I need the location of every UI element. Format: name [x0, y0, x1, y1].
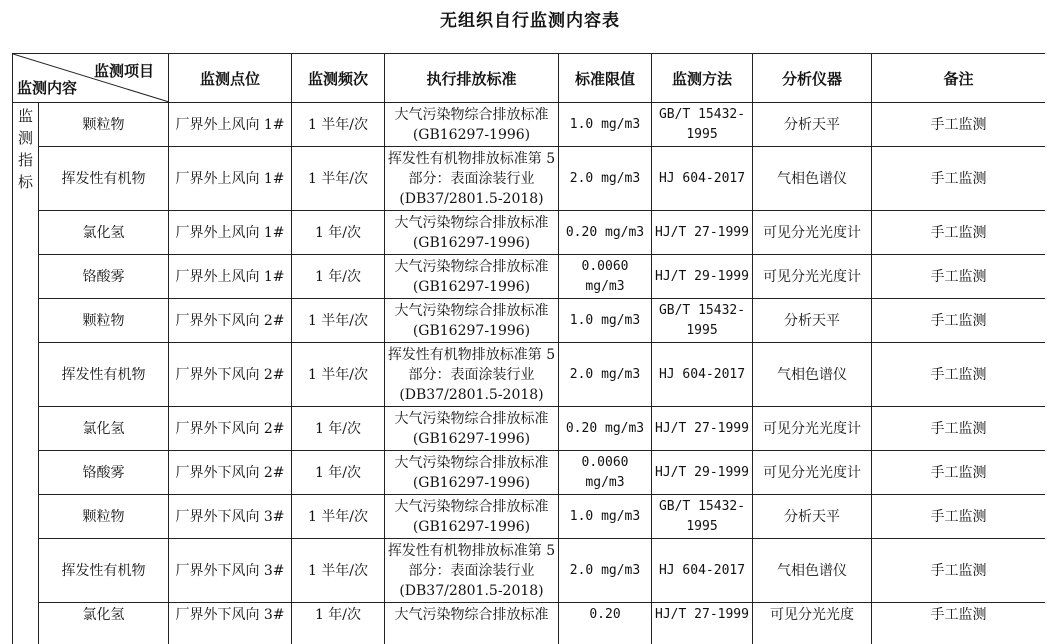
cell-method: GB/T 15432-1995	[652, 495, 753, 539]
cell-method: HJ/T 29-1999	[652, 451, 753, 495]
cell-instrument: 分析天平	[753, 103, 872, 147]
cell-standard: 大气污染物综合排放标准(GB16297-1996)	[385, 255, 559, 299]
column-header-method: 监测方法	[652, 54, 753, 103]
cell-item: 氯化氢	[39, 407, 169, 451]
cell-item: 挥发性有机物	[39, 343, 169, 407]
monitoring-table	[12, 53, 1045, 644]
cell-method: HJ/T 27-1999	[652, 211, 753, 255]
table-row	[13, 407, 1046, 451]
cell-instrument: 可见分光光度计	[753, 255, 872, 299]
cell-item: 颗粒物	[39, 103, 169, 147]
table-row	[13, 495, 1046, 539]
cell-instrument: 可见分光光度计	[753, 407, 872, 451]
cell-limit: 2.0 mg/m3	[559, 147, 652, 211]
corner-header-cell	[13, 54, 169, 103]
cell-remark: 手工监测	[872, 451, 1046, 495]
column-header-frequency: 监测频次	[292, 54, 385, 103]
cell-method: HJ 604-2017	[652, 539, 753, 603]
cell-point: 厂界外上风向 1#	[169, 103, 292, 147]
cell-point: 厂界外上风向 1#	[169, 211, 292, 255]
cell-remark: 手工监测	[872, 211, 1046, 255]
table-body	[13, 103, 1046, 644]
cell-limit: 1.0 mg/m3	[559, 103, 652, 147]
corner-label-item: 监测项目	[93, 62, 154, 80]
table-row	[13, 539, 1046, 603]
cell-limit: 0.20 mg/m3	[559, 211, 652, 255]
cell-frequency: 1 半年/次	[292, 147, 385, 211]
cell-standard: 大气污染物综合排放标准(GB16297-1996)	[385, 451, 559, 495]
cell-standard: 挥发性有机物排放标准第 5 部分：表面涂装行业(DB37/2801.5-2018)	[385, 343, 559, 407]
cell-item: 铬酸雾	[39, 255, 169, 299]
cell-frequency: 1 半年/次	[292, 299, 385, 343]
cell-item: 挥发性有机物	[39, 147, 169, 211]
cell-instrument: 气相色谱仪	[753, 343, 872, 407]
cell-standard: 大气污染物综合排放标准(GB16297-1996)	[385, 495, 559, 539]
table-row	[13, 211, 1046, 255]
cell-standard: 大气污染物综合排放标准(GB16297-1996)	[385, 407, 559, 451]
cell-method: GB/T 15432-1995	[652, 299, 753, 343]
column-header-limit: 标准限值	[559, 54, 652, 103]
cell-standard: 挥发性有机物排放标准第 5 部分：表面涂装行业(DB37/2801.5-2018)	[385, 539, 559, 603]
header-row	[13, 54, 1046, 103]
cell-standard: 大气污染物综合排放标准(GB16297-1996)	[385, 299, 559, 343]
corner-label-content: 监测内容	[17, 79, 78, 97]
column-header-instrument: 分析仪器	[753, 54, 872, 103]
cell-remark: 手工监测	[872, 147, 1046, 211]
cell-limit: 2.0 mg/m3	[559, 343, 652, 407]
cell-limit: 1.0 mg/m3	[559, 495, 652, 539]
cell-method: HJ 604-2017	[652, 147, 753, 211]
cell-point: 厂界外下风向 3#	[169, 603, 292, 644]
table-row	[13, 147, 1046, 211]
cell-remark: 手工监测	[872, 255, 1046, 299]
cell-point: 厂界外下风向 2#	[169, 299, 292, 343]
cell-item: 颗粒物	[39, 495, 169, 539]
table-row	[13, 451, 1046, 495]
cell-item: 氯化氢	[39, 603, 169, 644]
cell-limit: 0.0060 mg/m3	[559, 255, 652, 299]
cell-instrument: 可见分光光度	[753, 603, 872, 644]
cell-frequency: 1 半年/次	[292, 103, 385, 147]
cell-item: 挥发性有机物	[39, 539, 169, 603]
cell-item: 铬酸雾	[39, 451, 169, 495]
cell-instrument: 可见分光光度计	[753, 451, 872, 495]
cell-method: GB/T 15432-1995	[652, 103, 753, 147]
cell-standard: 大气污染物综合排放标准(GB16297-1996)	[385, 103, 559, 147]
cell-instrument: 分析天平	[753, 495, 872, 539]
table-row	[13, 255, 1046, 299]
table-row	[13, 103, 1046, 147]
cell-limit: 1.0 mg/m3	[559, 299, 652, 343]
cell-remark: 手工监测	[872, 343, 1046, 407]
cell-instrument: 气相色谱仪	[753, 539, 872, 603]
table-row	[13, 299, 1046, 343]
cell-frequency: 1 半年/次	[292, 495, 385, 539]
cell-remark: 手工监测	[872, 539, 1046, 603]
cell-frequency: 1 年/次	[292, 451, 385, 495]
cell-point: 厂界外下风向 2#	[169, 343, 292, 407]
cell-instrument: 可见分光光度计	[753, 211, 872, 255]
cell-remark: 手工监测	[872, 495, 1046, 539]
cell-item: 颗粒物	[39, 299, 169, 343]
table-row	[13, 343, 1046, 407]
cell-point: 厂界外下风向 3#	[169, 539, 292, 603]
cell-frequency: 1 年/次	[292, 255, 385, 299]
cell-method: HJ/T 27-1999	[652, 603, 753, 644]
cell-limit: 0.20	[559, 603, 652, 644]
cell-standard: 大气污染物综合排放标准(GB16297-1996)	[385, 211, 559, 255]
cell-remark: 手工监测	[872, 407, 1046, 451]
cell-frequency: 1 半年/次	[292, 343, 385, 407]
cell-instrument: 分析天平	[753, 299, 872, 343]
column-header-point: 监测点位	[169, 54, 292, 103]
cell-standard: 大气污染物综合排放标准	[385, 603, 559, 644]
cell-remark: 手工监测	[872, 299, 1046, 343]
cell-point: 厂界外下风向 2#	[169, 451, 292, 495]
cell-frequency: 1 半年/次	[292, 539, 385, 603]
cell-instrument: 气相色谱仪	[753, 147, 872, 211]
cell-frequency: 1 年/次	[292, 603, 385, 644]
cell-point: 厂界外下风向 3#	[169, 495, 292, 539]
side-label-cell: 监测指标	[13, 103, 39, 644]
monitoring-table-container	[12, 53, 1045, 644]
column-header-standard: 执行排放标准	[385, 54, 559, 103]
table-row	[13, 603, 1046, 644]
cell-method: HJ/T 27-1999	[652, 407, 753, 451]
cell-method: HJ 604-2017	[652, 343, 753, 407]
cell-remark: 手工监测	[872, 103, 1046, 147]
cell-standard: 挥发性有机物排放标准第 5 部分：表面涂装行业(DB37/2801.5-2018)	[385, 147, 559, 211]
cell-item: 氯化氢	[39, 211, 169, 255]
cell-point: 厂界外上风向 1#	[169, 255, 292, 299]
cell-limit: 0.0060 mg/m3	[559, 451, 652, 495]
cell-limit: 2.0 mg/m3	[559, 539, 652, 603]
cell-frequency: 1 年/次	[292, 407, 385, 451]
page-title: 无组织自行监测内容表	[440, 11, 620, 31]
column-header-remark: 备注	[872, 54, 1046, 103]
cell-remark: 手工监测	[872, 603, 1046, 644]
cell-limit: 0.20 mg/m3	[559, 407, 652, 451]
cell-method: HJ/T 29-1999	[652, 255, 753, 299]
cell-frequency: 1 年/次	[292, 211, 385, 255]
cell-point: 厂界外下风向 2#	[169, 407, 292, 451]
cell-point: 厂界外上风向 1#	[169, 147, 292, 211]
